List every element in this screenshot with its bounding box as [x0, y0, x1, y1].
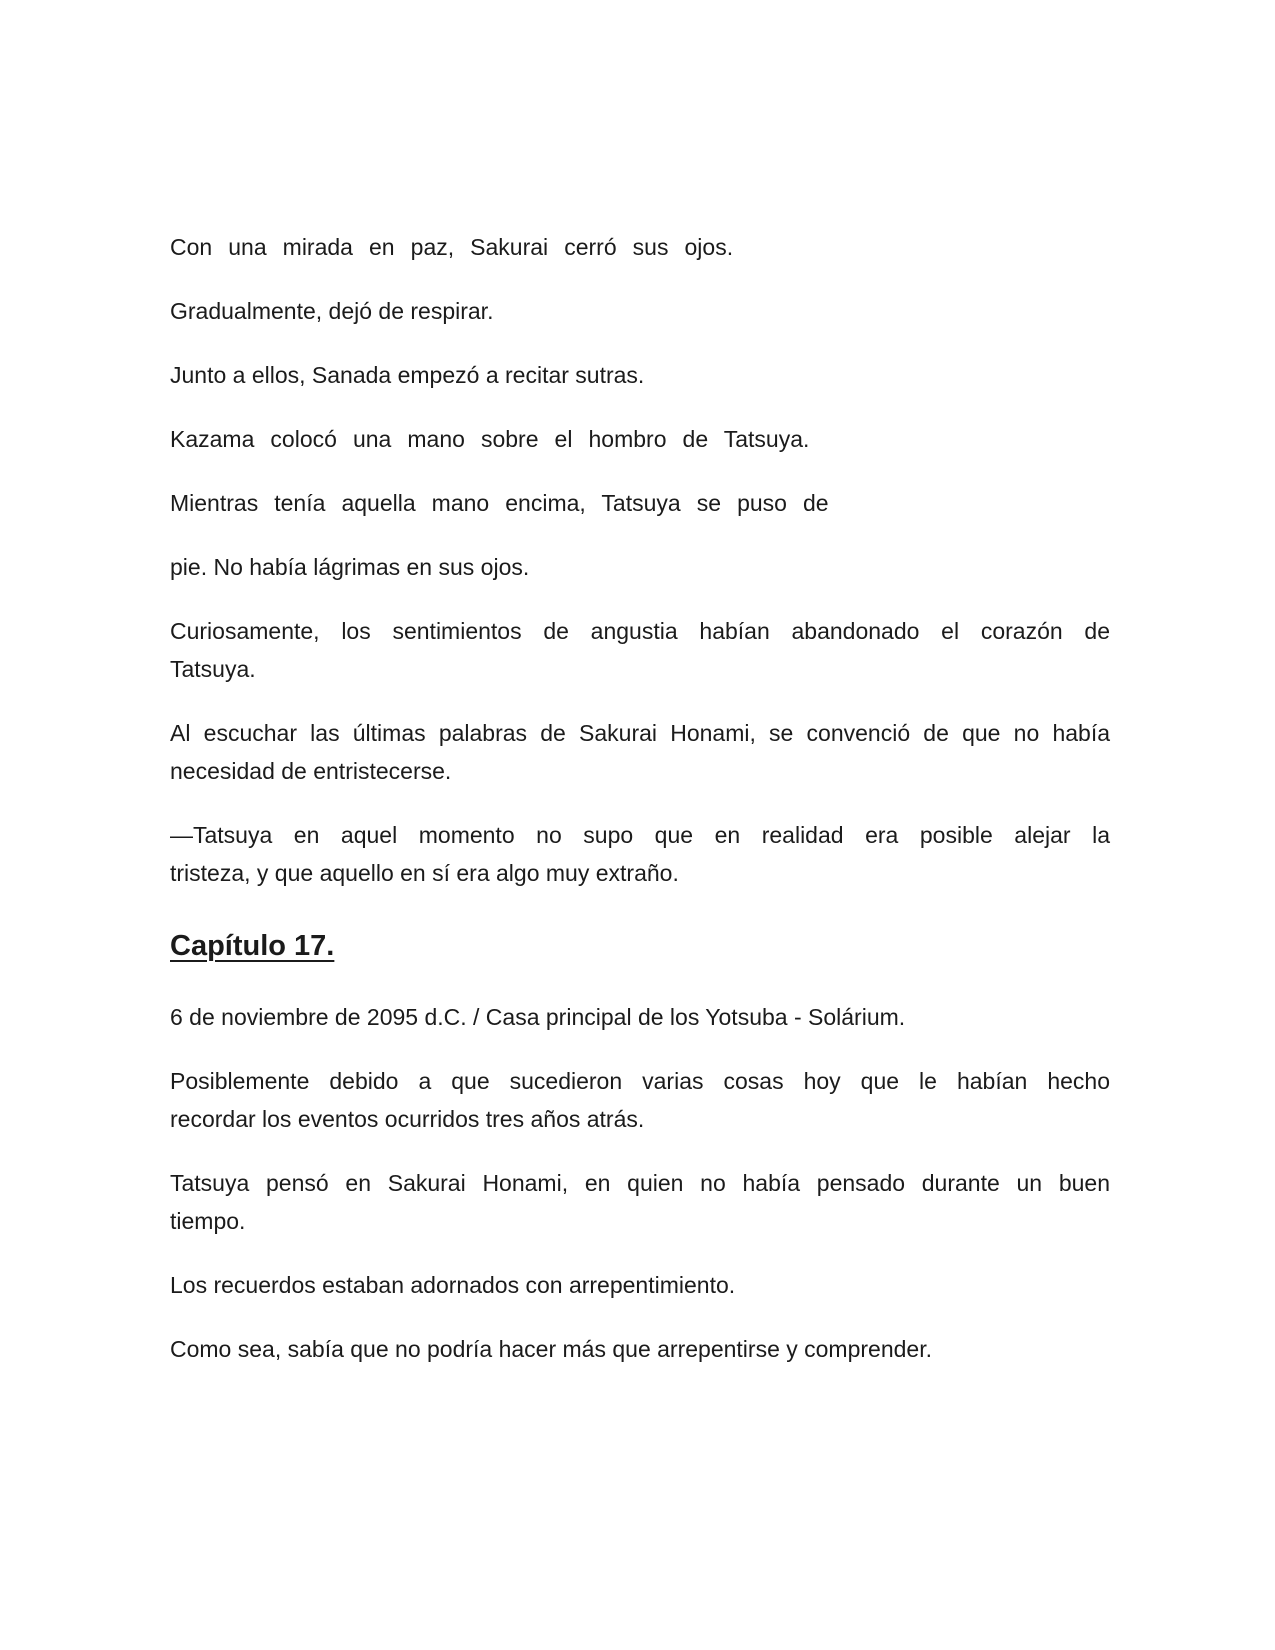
- paragraph: [170, 1266, 1110, 1304]
- paragraph: [170, 548, 1110, 586]
- paragraph-line: Como sea, sabía que no podría hacer más que arrepentirse y comprender.: [170, 1336, 932, 1362]
- paragraph: [170, 420, 1110, 458]
- paragraph-line: Tatsuya pensó en Sakurai Honami, en quien no había pensado durante un buen: [170, 1170, 1110, 1196]
- paragraph-line: tristeza, y que aquello en sí era algo muy extraño.: [170, 860, 679, 886]
- paragraph-line: Curiosamente, los sentimientos de angustia habían abandonado el corazón de: [170, 618, 1110, 644]
- paragraph: [170, 714, 1110, 790]
- paragraph: [170, 612, 1110, 688]
- paragraph-line: necesidad de entristecerse.: [170, 758, 452, 784]
- paragraph-line: Kazama colocó una mano sobre el hombro de Tatsuya.: [170, 426, 810, 452]
- paragraph: [170, 1062, 1110, 1138]
- paragraph-dateline: [170, 998, 1110, 1036]
- paragraph: [170, 1330, 1110, 1368]
- chapter-heading-text: Capítulo 17.: [170, 930, 335, 962]
- paragraph-line: Junto a ellos, Sanada empezó a recitar sutras.: [170, 362, 645, 388]
- paragraph: [170, 484, 1110, 522]
- paragraph: [170, 816, 1110, 892]
- paragraph-line: —Tatsuya en aquel momento no supo que en realidad era posible alejar la: [170, 822, 1110, 848]
- paragraph-line: Los recuerdos estaban adornados con arrepentimiento.: [170, 1272, 736, 1298]
- paragraph: [170, 228, 1110, 266]
- paragraph-line: Gradualmente, dejó de respirar.: [170, 298, 494, 324]
- paragraph: [170, 356, 1110, 394]
- paragraph-line: pie. No había lágrimas en sus ojos.: [170, 554, 530, 580]
- paragraph-line: tiempo.: [170, 1208, 246, 1234]
- paragraph: [170, 292, 1110, 330]
- paragraph-line: Posiblemente debido a que sucedieron varias cosas hoy que le habían hecho: [170, 1068, 1110, 1094]
- paragraph: [170, 1164, 1110, 1240]
- paragraph-line: Mientras tenía aquella mano encima, Tatsuya se puso de: [170, 490, 829, 516]
- paragraph-line: Con una mirada en paz, Sakurai cerró sus ojos.: [170, 234, 734, 260]
- paragraph-line: Tatsuya.: [170, 656, 256, 682]
- paragraph-line: 6 de noviembre de 2095 d.C. / Casa principal de los Yotsuba - Solárium.: [170, 1004, 906, 1030]
- paragraph-line: Al escuchar las últimas palabras de Sakurai Honami, se convenció de que no había: [170, 720, 1110, 746]
- chapter-heading: [170, 924, 1110, 968]
- paragraph-line: recordar los eventos ocurridos tres años atrás.: [170, 1106, 645, 1132]
